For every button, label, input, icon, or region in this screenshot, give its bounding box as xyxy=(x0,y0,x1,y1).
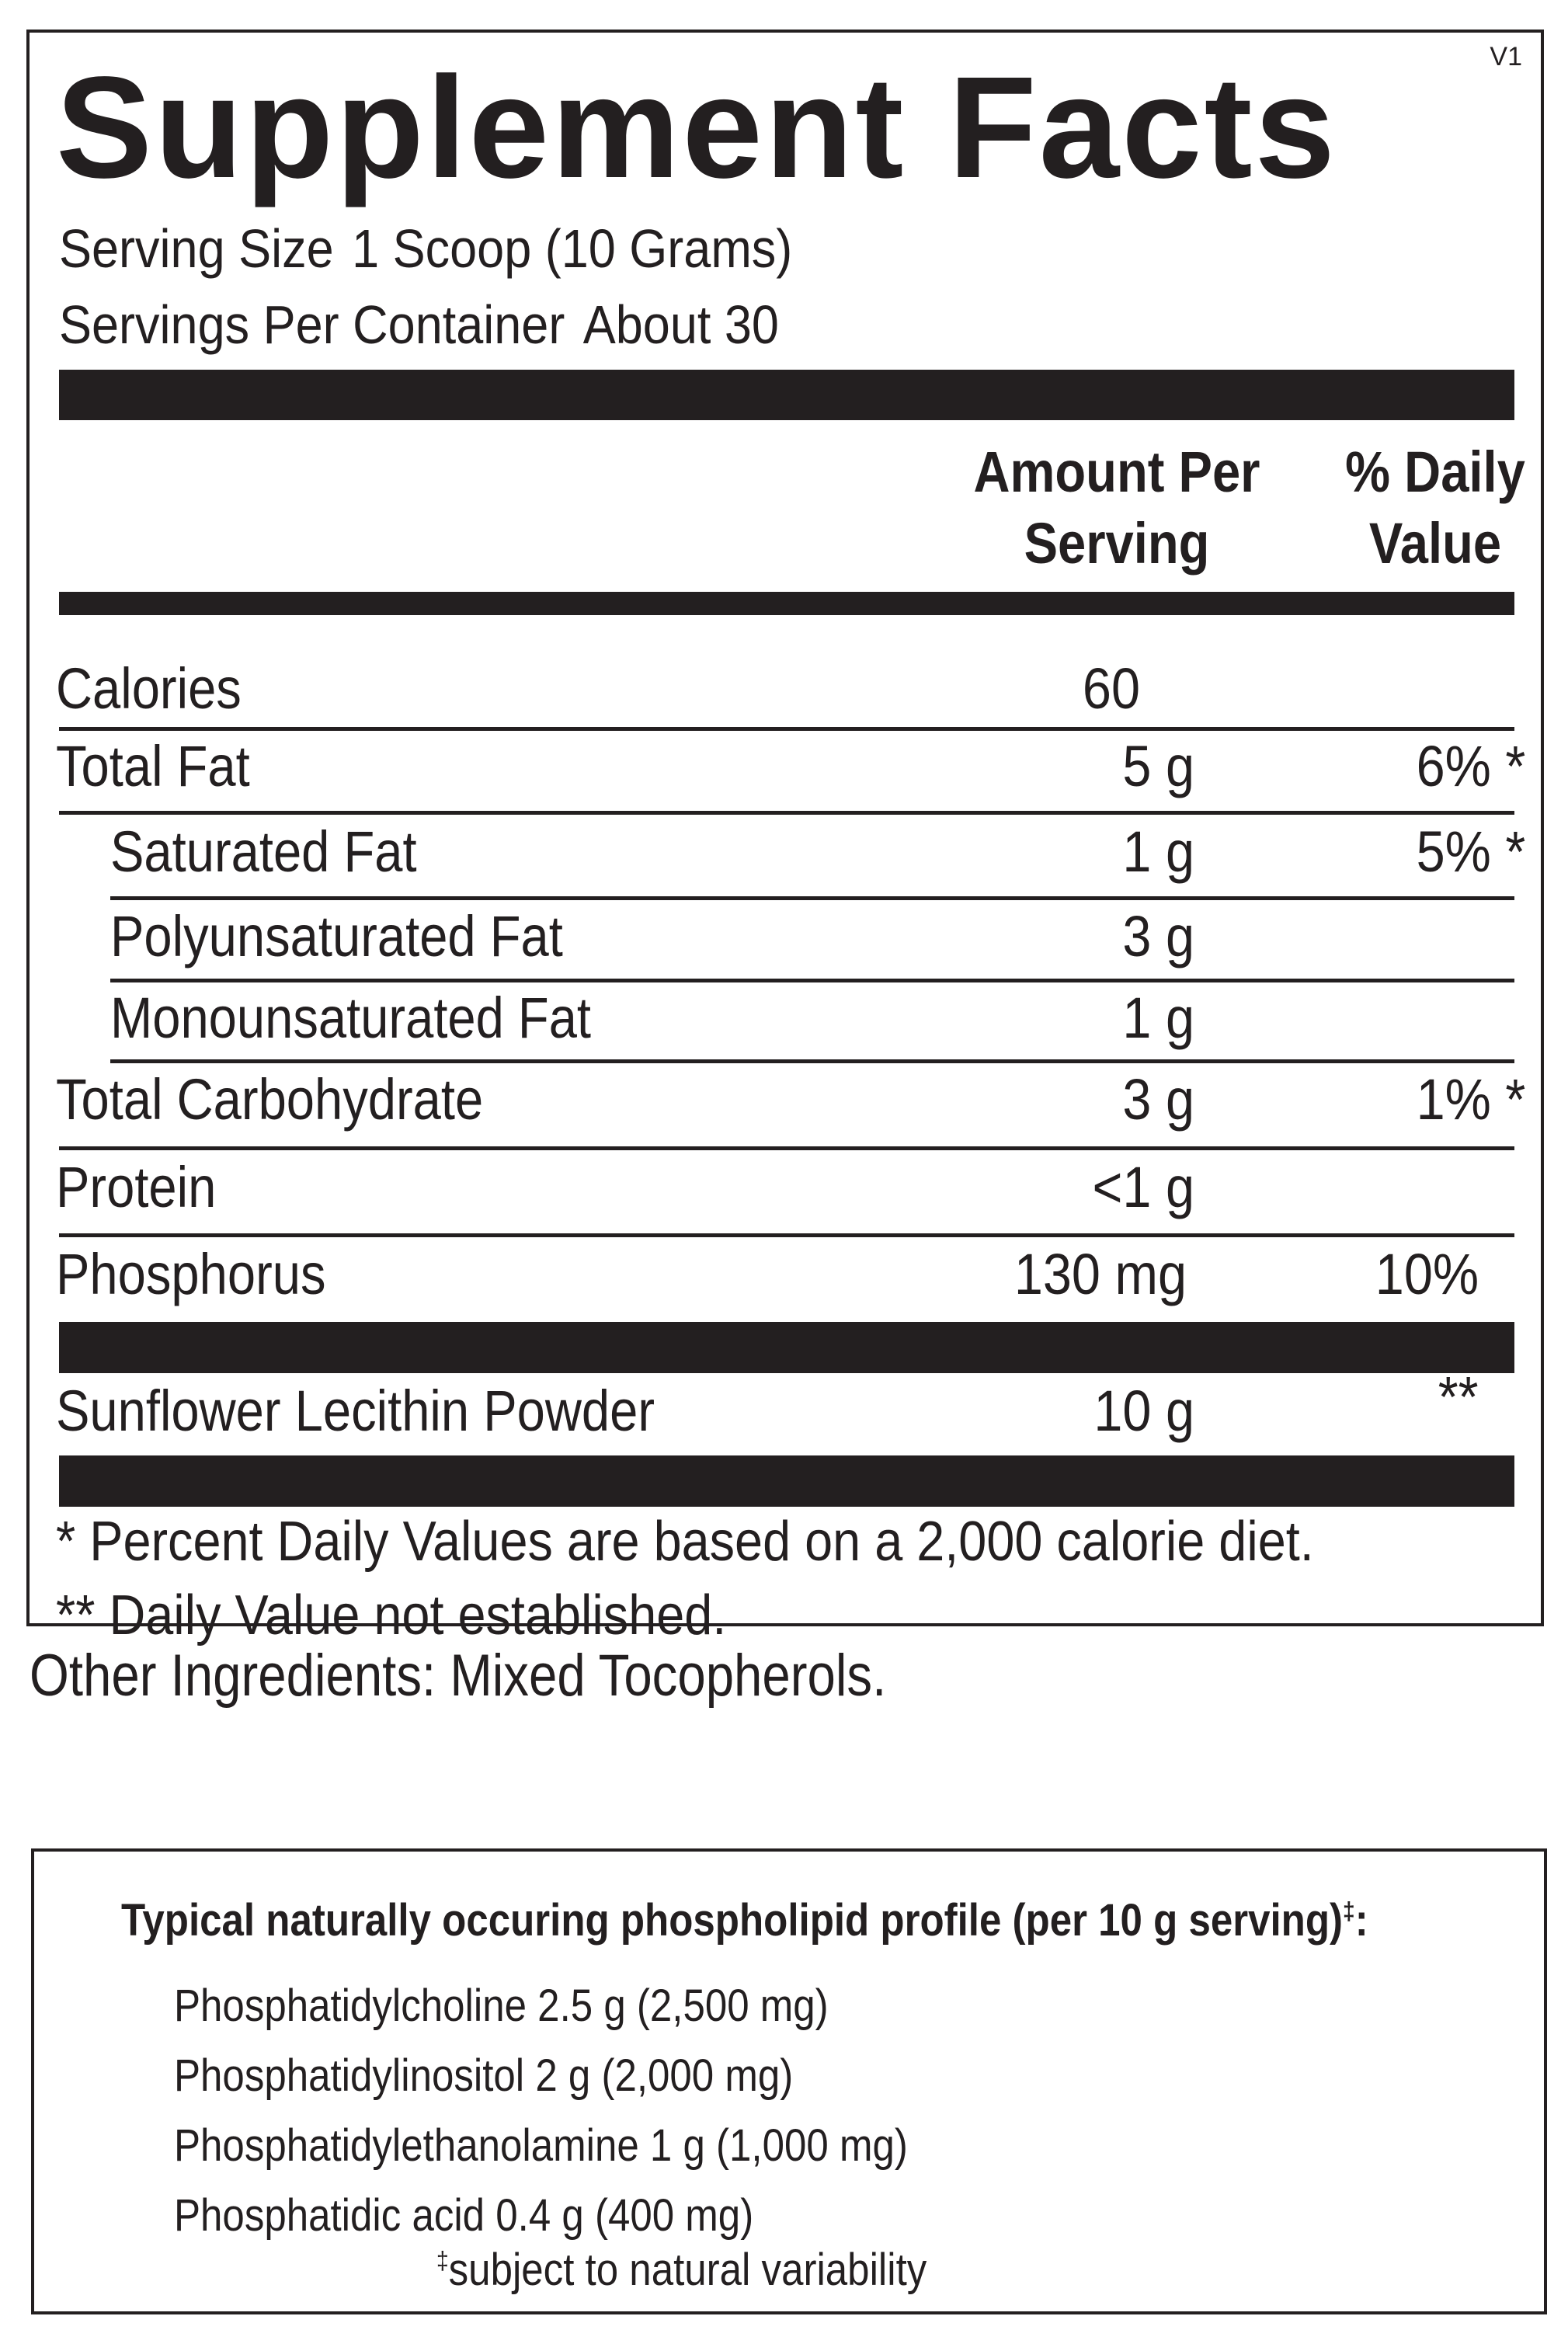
nutrient-row-phosphorus xyxy=(30,1236,1541,1311)
profile-item: Phosphatidylethanolamine 1 g (1,000 mg) xyxy=(174,2120,908,2171)
servings-per-container-line xyxy=(59,294,779,355)
profile-item: Phosphatidylinositol 2 g (2,000 mg) xyxy=(174,2050,794,2101)
nutrient-name: Total Carbohydrate xyxy=(56,1067,484,1132)
nutrient-amount: 130 mg xyxy=(1013,1242,1187,1306)
nutrient-row-monounsaturated-fat xyxy=(30,980,1541,1055)
nutrient-row-calories xyxy=(30,651,1541,725)
servings-per-container-value: About 30 xyxy=(582,294,779,355)
phospholipid-profile-box xyxy=(31,1848,1547,2314)
thick-bar-top xyxy=(59,370,1514,420)
nutrient-name: Monounsaturated Fat xyxy=(110,986,592,1050)
nutrient-daily-value: 10% xyxy=(1375,1242,1479,1306)
nutrient-amount: 5 g xyxy=(1122,734,1194,798)
nutrient-amount: 3 g xyxy=(1122,904,1194,969)
footnote-daily-values: * Percent Daily Values are based on a 2,000 calorie diet. xyxy=(56,1511,1314,1573)
nutrient-name: Calories xyxy=(56,656,242,721)
nutrient-row-saturated-fat xyxy=(30,814,1541,889)
nutrient-daily-value: 1% * xyxy=(1416,1067,1525,1132)
supplement-facts-panel xyxy=(26,30,1544,1647)
ingredient-amount: 10 g xyxy=(1093,1379,1194,1443)
ingredient-daily-value: ** xyxy=(1438,1365,1479,1429)
double-dagger-mark: ‡ xyxy=(436,2246,449,2275)
nutrient-row-polyunsaturated-fat xyxy=(30,899,1541,973)
nutrient-amount: 60 xyxy=(1082,656,1140,721)
serving-size-value: 1 Scoop (10 Grams) xyxy=(352,218,793,279)
nutrient-name: Protein xyxy=(56,1155,217,1219)
ingredient-name: Sunflower Lecithin Powder xyxy=(56,1379,655,1443)
nutrient-daily-value: 6% * xyxy=(1416,734,1525,798)
serving-size-label: Serving Size xyxy=(59,218,334,279)
profile-item: Phosphatidylcholine 2.5 g (2,500 mg) xyxy=(174,1980,829,2031)
nutrient-name: Phosphorus xyxy=(56,1242,326,1306)
nutrient-amount: <1 g xyxy=(1092,1155,1194,1219)
nutrient-amount: 1 g xyxy=(1122,819,1194,884)
thick-bar-bottom xyxy=(59,1455,1514,1507)
nutrient-name: Total Fat xyxy=(56,734,250,798)
panel-title: Supplement Facts xyxy=(56,47,1337,208)
profile-item: Phosphatidic acid 0.4 g (400 mg) xyxy=(174,2190,754,2241)
double-dagger-mark: ‡ xyxy=(1343,1897,1355,1925)
nutrient-amount: 3 g xyxy=(1122,1067,1194,1132)
other-ingredients: Other Ingredients: Mixed Tocopherols. xyxy=(30,1643,887,1709)
version-code: V1 xyxy=(1490,42,1522,71)
nutrient-name: Polyunsaturated Fat xyxy=(110,904,563,969)
ingredient-row-sunflower-lecithin xyxy=(30,1365,1541,1448)
profile-title: Typical naturally occuring phospholipid profile (per 10 g serving)‡: xyxy=(121,1895,1368,1946)
nutrient-row-total-fat xyxy=(30,729,1541,803)
daily-value-header: % Daily Value xyxy=(1345,440,1525,576)
amount-per-serving-header: Amount Per Serving xyxy=(973,440,1260,576)
nutrient-name: Saturated Fat xyxy=(110,819,417,884)
nutrient-row-total-carbohydrate xyxy=(30,1062,1541,1136)
nutrient-amount: 1 g xyxy=(1122,986,1194,1050)
thick-bar-middle xyxy=(59,1322,1514,1373)
nutrient-row-protein xyxy=(30,1149,1541,1224)
variability-note: ‡subject to natural variability xyxy=(436,2245,927,2295)
thick-bar-header xyxy=(59,592,1514,615)
serving-size-line xyxy=(59,218,793,279)
nutrient-daily-value: 5% * xyxy=(1416,819,1525,884)
servings-per-container-label: Servings Per Container xyxy=(59,294,565,355)
footnote-not-established: ** Daily Value not established. xyxy=(56,1584,727,1647)
